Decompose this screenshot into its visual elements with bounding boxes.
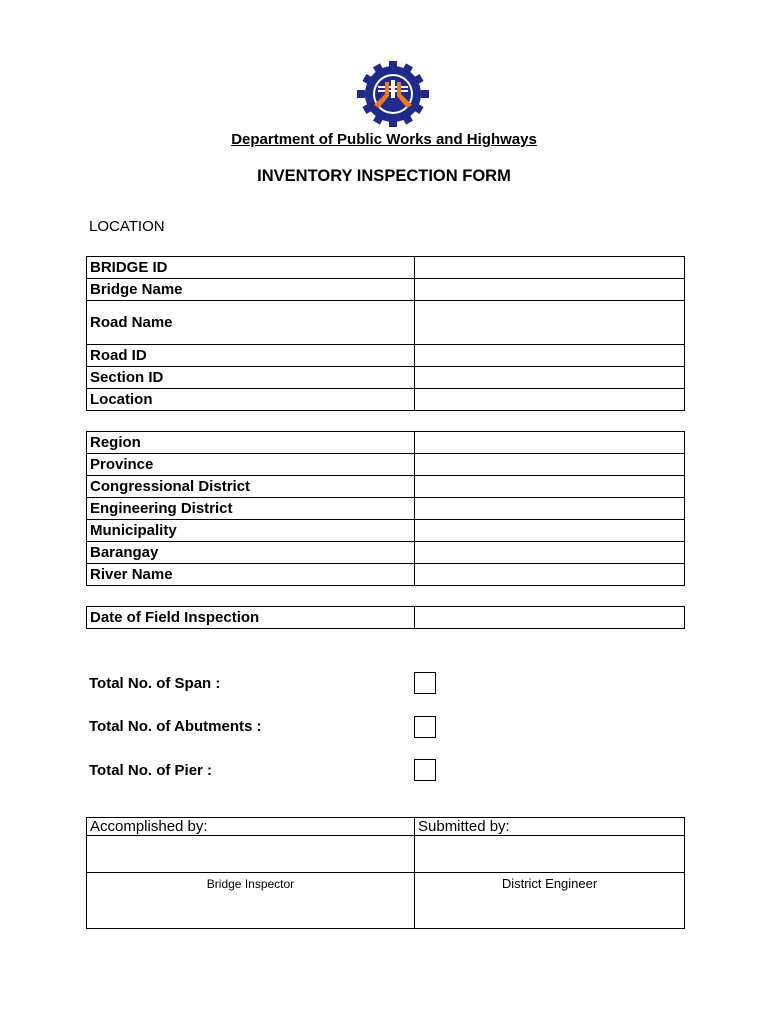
field-label-bridge-name: Bridge Name: [87, 279, 415, 301]
engineering-district-field[interactable]: [415, 498, 685, 520]
field-label-region: Region: [87, 432, 415, 454]
field-label-road-name: Road Name: [87, 301, 415, 345]
accomplished-by-label: Accomplished by:: [87, 818, 415, 836]
table-row: [87, 454, 685, 476]
field-label-province: Province: [87, 454, 415, 476]
province-field[interactable]: [415, 454, 685, 476]
location-section-label: LOCATION: [89, 218, 165, 235]
table-row: [87, 542, 685, 564]
region-field[interactable]: [415, 432, 685, 454]
road-name-field[interactable]: [415, 301, 685, 345]
field-label-river-name: River Name: [87, 564, 415, 586]
submitted-by-signature-field[interactable]: [415, 836, 685, 873]
field-label-municipality: Municipality: [87, 520, 415, 542]
table-row: [87, 345, 685, 367]
table-row: [87, 432, 685, 454]
table-row: [87, 564, 685, 586]
total-pier-box[interactable]: [414, 759, 436, 781]
table-row: [87, 301, 685, 345]
congressional-district-field[interactable]: [415, 476, 685, 498]
dpwh-logo: [356, 60, 430, 128]
total-span-label: Total No. of Span :: [89, 675, 221, 692]
bridge-inspector-role: Bridge Inspector: [206, 877, 295, 891]
total-span-box[interactable]: [414, 672, 436, 694]
total-abutments-label: Total No. of Abutments :: [89, 718, 262, 735]
signature-table: [86, 817, 685, 929]
bridge-id-field[interactable]: [415, 257, 685, 279]
total-pier-label: Total No. of Pier :: [89, 762, 213, 779]
field-label-location: Location: [87, 389, 415, 411]
municipality-field[interactable]: [415, 520, 685, 542]
accomplished-by-signature-field[interactable]: [87, 836, 415, 873]
table-row: [87, 389, 685, 411]
section-id-field[interactable]: [415, 367, 685, 389]
region-table: [86, 431, 685, 586]
table-row: [87, 607, 685, 629]
date-of-field-inspection-field[interactable]: [415, 607, 685, 629]
table-row: [87, 818, 685, 836]
district-engineer-role: District Engineer: [501, 876, 598, 891]
form-title: INVENTORY INSPECTION FORM: [257, 167, 511, 185]
table-row: [87, 367, 685, 389]
total-abutments-box[interactable]: [414, 716, 436, 738]
table-row: [87, 257, 685, 279]
inspection-date-table: [86, 606, 685, 629]
table-row: [87, 873, 685, 929]
river-name-field[interactable]: [415, 564, 685, 586]
field-label-date-of-field-inspection: Date of Field Inspection: [87, 607, 415, 629]
barangay-field[interactable]: [415, 542, 685, 564]
accomplished-role-cell: [87, 873, 415, 929]
road-id-field[interactable]: [415, 345, 685, 367]
field-label-congressional-district: Congressional District: [87, 476, 415, 498]
location-field[interactable]: [415, 389, 685, 411]
table-row: [87, 836, 685, 873]
gear-emblem-icon: [356, 60, 430, 128]
table-row: [87, 476, 685, 498]
table-row: [87, 279, 685, 301]
field-label-engineering-district: Engineering District: [87, 498, 415, 520]
department-name: Department of Public Works and Highways: [231, 131, 537, 148]
table-row: [87, 498, 685, 520]
field-label-road-id: Road ID: [87, 345, 415, 367]
field-label-section-id: Section ID: [87, 367, 415, 389]
bridge-name-field[interactable]: [415, 279, 685, 301]
field-label-bridge-id: BRIDGE ID: [87, 257, 415, 279]
submitted-by-label: Submitted by:: [415, 818, 685, 836]
submitted-role-cell: [415, 873, 685, 929]
table-row: [87, 520, 685, 542]
location-table: [86, 256, 685, 411]
field-label-barangay: Barangay: [87, 542, 415, 564]
